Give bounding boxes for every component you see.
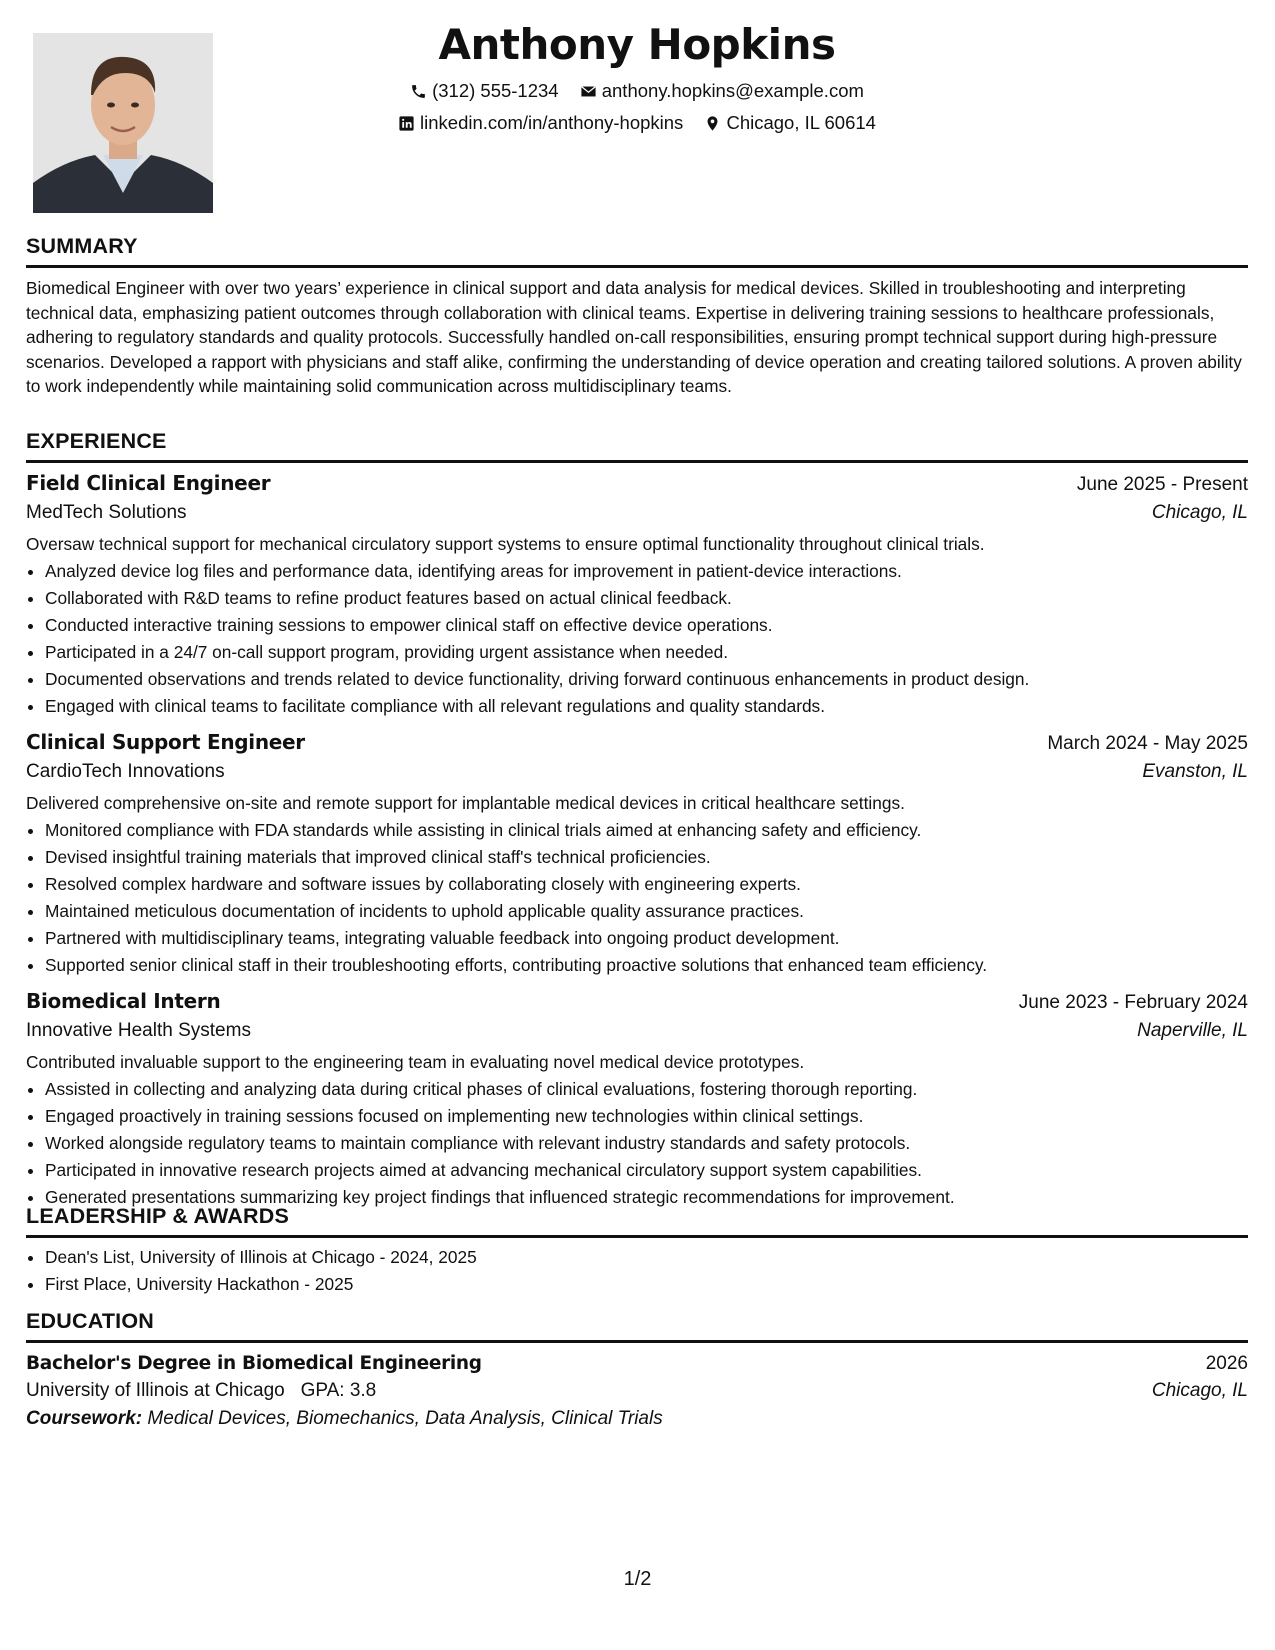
job-company-row: [26, 1020, 1248, 1042]
list-item: • Analyzed device log files and performance data, identifying areas for improvement in patient-device interactions.: [45, 558, 1248, 585]
job-title: Field Clinical Engineer: [26, 471, 271, 495]
gpa: GPA: 3.8: [300, 1380, 377, 1401]
contact-location: [704, 112, 875, 134]
coursework-label: Coursework:: [26, 1408, 143, 1429]
list-item: • Dean's List, University of Illinois at Chicago - 2024, 2025: [45, 1244, 1248, 1271]
linkedin-text: linkedin.com/in/anthony-hopkins: [420, 112, 684, 133]
list-item: • Engaged proactively in training sessions focused on implementing new technologies within clinical settings.: [45, 1103, 1248, 1130]
contact-linkedin[interactable]: [398, 112, 683, 134]
experience-section: [26, 429, 1248, 1211]
job-header-row: [26, 471, 1248, 496]
job-bullets: [26, 558, 1248, 720]
leadership-list: [26, 1244, 1248, 1298]
list-item: • Partnered with multidisciplinary teams, integrating valuable feedback into ongoing product development.: [45, 925, 1248, 952]
list-item: • Documented observations and trends related to device functionality, driving forward continuous enhancements in product design.: [45, 666, 1248, 693]
leadership-title: LEADERSHIP & AWARDS: [26, 1204, 1248, 1238]
job-dates: March 2024 - May 2025: [1047, 733, 1248, 754]
list-item: • Participated in innovative research projects aimed at advancing mechanical circulatory support system capabilities.: [45, 1157, 1248, 1184]
coursework: [26, 1408, 1248, 1430]
list-item: • Monitored compliance with FDA standards while assisting in clinical trials aimed at enhancing safety and efficiency.: [45, 817, 1248, 844]
job-description: Delivered comprehensive on-site and remote support for implantable medical devices in critical healthcare settings.: [26, 793, 905, 813]
contact-line-1: [26, 80, 1248, 105]
job-description: Oversaw technical support for mechanical circulatory support systems to ensure optimal functionality throughout clinical trials.: [26, 534, 985, 554]
email-text: anthony.hopkins@example.com: [601, 80, 864, 101]
job-entry: [26, 989, 1248, 1211]
school-and-gpa: [26, 1380, 376, 1402]
leadership-section: [26, 1204, 1248, 1298]
list-item: • Worked alongside regulatory teams to maintain compliance with relevant industry standards and safety protocols.: [45, 1130, 1248, 1157]
job-location: Naperville, IL: [1137, 1020, 1248, 1041]
job-header-row: [26, 989, 1248, 1014]
summary-text: Biomedical Engineer with over two years’ experience in clinical support and data analysis for medical devices. Skilled in troubleshooting and interpreting technical data, emphasizing patient outcomes through collaboration with clinical teams. Expertise in delivering training sessions to healthcare professionals, adhering to regulatory standards and quality protocols. Successfully handled on-call responsibilities, ensuring prompt technical support during high-pressure scenarios. Developed a rapport with physicians and staff alike, confirming the understanding of device operation and creating tailored solutions. A proven ability to work independently while maintaining solid communication across multidisciplinary teams.: [26, 278, 1242, 397]
job-bullets: [26, 1076, 1248, 1211]
envelope-icon: [580, 83, 597, 100]
location-text: Chicago, IL 60614: [726, 112, 876, 133]
job-bullets: [26, 817, 1248, 979]
experience-title: EXPERIENCE: [26, 429, 1248, 463]
list-item: • Participated in a 24/7 on-call support program, providing urgent assistance when needed.: [45, 639, 1248, 666]
school-name: University of Illinois at Chicago: [26, 1380, 285, 1401]
contact-phone[interactable]: [410, 80, 559, 102]
list-item: • Collaborated with R&D teams to refine product features based on actual clinical feedback.: [45, 585, 1248, 612]
list-item: • Engaged with clinical teams to facilitate compliance with all relevant regulations and quality standards.: [45, 693, 1248, 720]
education-section: [26, 1309, 1248, 1430]
job-entry: [26, 730, 1248, 979]
list-item: • Resolved complex hardware and software issues by collaborating closely with engineering experts.: [45, 871, 1248, 898]
contact-email[interactable]: [580, 80, 864, 102]
map-pin-icon: [704, 115, 721, 132]
list-item: • Supported senior clinical staff in their troubleshooting efforts, contributing proactive solutions that enhanced team efficiency.: [45, 952, 1248, 979]
phone-icon: [410, 83, 427, 100]
graduation-year: 2026: [1205, 1353, 1248, 1374]
education-header-row: [26, 1353, 1248, 1375]
phone-text: (312) 555-1234: [432, 80, 559, 101]
job-company: Innovative Health Systems: [26, 1020, 251, 1041]
job-location: Evanston, IL: [1142, 761, 1248, 782]
job-title: Biomedical Intern: [26, 989, 221, 1013]
education-school-row: [26, 1380, 1248, 1402]
job-description: Contributed invaluable support to the engineering team in evaluating novel medical device prototypes.: [26, 1052, 805, 1072]
list-item: • First Place, University Hackathon - 2025: [45, 1271, 1248, 1298]
job-dates: June 2023 - February 2024: [1018, 992, 1248, 1013]
job-company: MedTech Solutions: [26, 502, 187, 523]
list-item: • Assisted in collecting and analyzing data during critical phases of clinical evaluations, fostering thorough reporting.: [45, 1076, 1248, 1103]
job-dates: June 2025 - Present: [1076, 474, 1248, 495]
page-number: 1/2: [623, 1568, 652, 1590]
job-header-row: [26, 730, 1248, 755]
list-item: • Devised insightful training materials that improved clinical staff's technical proficiencies.: [45, 844, 1248, 871]
job-company: CardioTech Innovations: [26, 761, 225, 782]
job-entry: [26, 471, 1248, 720]
linkedin-icon: [398, 115, 415, 132]
job-location: Chicago, IL: [1151, 502, 1248, 523]
job-company-row: [26, 761, 1248, 783]
school-location: Chicago, IL: [1151, 1380, 1248, 1401]
degree-title: Bachelor's Degree in Biomedical Engineering: [26, 1353, 482, 1374]
coursework-list: Medical Devices, Biomechanics, Data Analysis, Clinical Trials: [147, 1408, 663, 1429]
list-item: • Conducted interactive training sessions to empower clinical staff on effective device operations.: [45, 612, 1248, 639]
contact-line-2: [26, 112, 1248, 137]
job-company-row: [26, 502, 1248, 524]
candidate-name: Anthony Hopkins: [438, 20, 836, 69]
education-title: EDUCATION: [26, 1309, 1248, 1343]
job-title: Clinical Support Engineer: [26, 730, 305, 754]
summary-title: SUMMARY: [26, 234, 1248, 268]
list-item: • Generated presentations summarizing key project findings that influenced strategic recommendations for improvement.: [45, 1184, 1248, 1211]
summary-section: [26, 234, 1248, 399]
list-item: • Maintained meticulous documentation of incidents to uphold applicable quality assurance practices.: [45, 898, 1248, 925]
